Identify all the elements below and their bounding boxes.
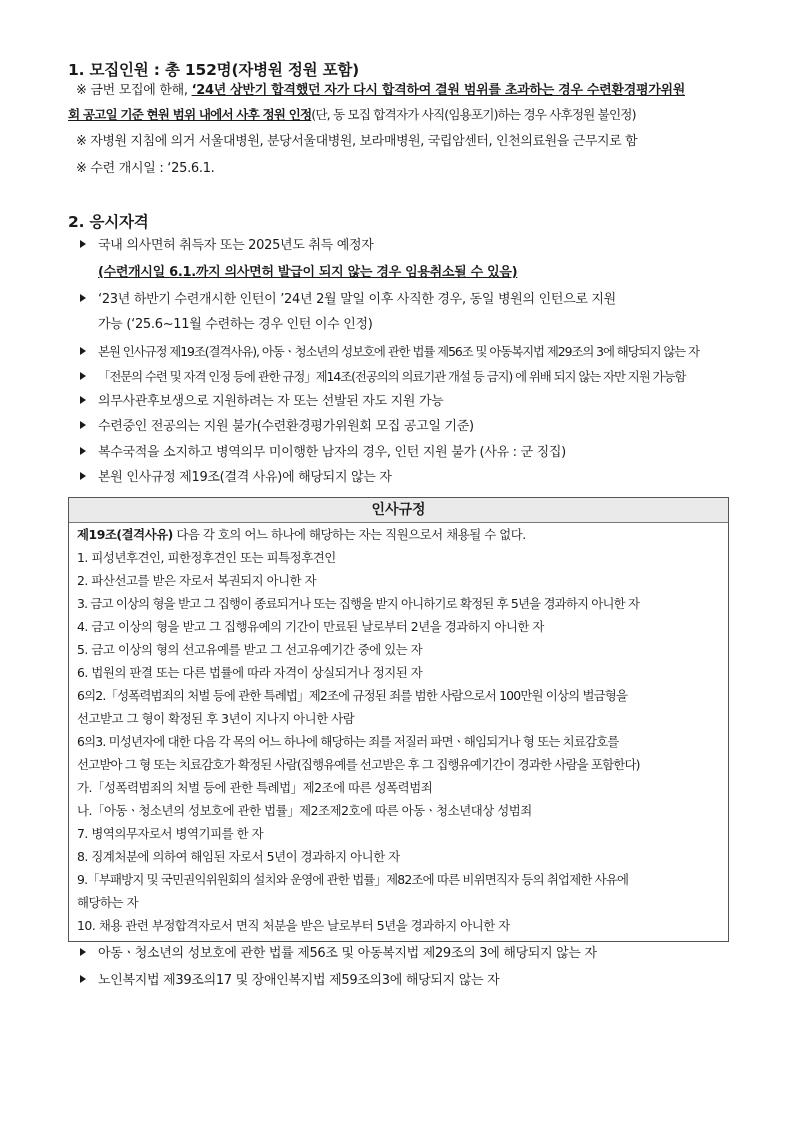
regulation-clause: 6의2.「성폭력범죄의 처벌 등에 관한 특례법」제2조에 규정된 죄를 범한 사람으로서 100만원 이상의 벌금형을 [77, 688, 628, 703]
regulation-clause: 4. 금고 이상의 형을 받고 그 집행유예의 기간이 만료된 날로부터 2년을 경과하지 아니한 자 [77, 619, 544, 634]
bullet-icon [80, 948, 86, 956]
bullet-icon [80, 294, 86, 302]
article-label: 제19조(결격사유) [77, 527, 173, 542]
bullet-icon [80, 421, 86, 429]
regulation-clause: 가.「성폭력범죄의 처벌 등에 관한 특례법」제2조에 따른 성폭력범죄 [77, 780, 433, 795]
section-2-title: 2. 응시자격 [68, 213, 149, 231]
qualification-item-2: ‘23년 하반기 수련개시한 인턴이 ’24년 2월 말일 이후 사직한 경우, 동일 병원의 인턴으로 지원 [80, 290, 616, 310]
regulation-article [77, 526, 526, 544]
qualification-item-9: 아동ㆍ청소년의 성보호에 관한 법률 제56조 및 아동복지법 제29조의 3에 해당되지 않는 자 [80, 944, 597, 964]
recruit-note-2: ※ 자병원 지침에 의거 서울대병원, 분당서울대병원, 보라매병원, 국립암센터, 인천의료원을 근무지로 함 [76, 134, 638, 149]
regulation-clause: 해당하는 자 [77, 895, 139, 910]
regulation-clause: 6의3. 미성년자에 대한 다음 각 목의 어느 하나에 해당하는 죄를 저질러 파면ㆍ해임되거나 형 또는 치료감호를 [77, 734, 619, 749]
qualification-item-5: 의무사관후보생으로 지원하려는 자 또는 선발된 자도 지원 가능 [80, 392, 444, 412]
regulation-clause: 5. 금고 이상의 형의 선고유예를 받고 그 선고유예기간 중에 있는 자 [77, 642, 423, 657]
regulation-clause: 선고받고 그 형이 확정된 후 3년이 지나지 아니한 사람 [77, 711, 355, 726]
qualification-item-10: 노인복지법 제39조의17 및 장애인복지법 제59조의3에 해당되지 않는 자 [80, 971, 499, 991]
qualification-item-1-note: (수련개시일 6.1.까지 의사면허 발급이 되지 않는 경우 임용취소될 수 있음) [98, 265, 518, 280]
note-1-suffix: (단, 동 모집 합격자가 사직(임용포기)하는 경우 사후정원 불인정) [311, 107, 636, 122]
recruit-note-3: ※ 수련 개시일 : ‘25.6.1. [76, 161, 215, 176]
regulation-clause: 3. 금고 이상의 형을 받고 그 집행이 종료되거나 또는 집행을 받지 아니하기로 확정된 후 5년을 경과하지 아니한 자 [77, 596, 640, 611]
qualification-item-7: 복수국적을 소지하고 병역의무 미이행한 남자의 경우, 인턴 지원 불가 (사유 : 군 징집) [80, 443, 566, 463]
regulation-clause: 6. 법원의 판결 또는 다른 법률에 따라 자격이 상실되거나 정지된 자 [77, 665, 423, 680]
regulation-clause: 10. 채용 관련 부정합격자로서 면직 처분을 받은 날로부터 5년을 경과하지 아니한 자 [77, 918, 510, 933]
regulation-clause: 2. 파산선고를 받은 자로서 복권되지 아니한 자 [77, 573, 317, 588]
note-1-prefix: ※ 금번 모집에 한해, [76, 83, 192, 98]
bullet-icon [80, 372, 86, 380]
regulation-clause: 9.「부패방지 및 국민권익위원회의 설치와 운영에 관한 법률」제82조에 따른 비위면직자 등의 취업제한 사유에 [77, 872, 629, 887]
article-text: 다음 각 호의 어느 하나에 해당하는 자는 직원으로서 채용될 수 없다. [172, 527, 526, 542]
regulation-clause: 나.「아동ㆍ청소년의 성보호에 관한 법률」제2조제2호에 따른 아동ㆍ청소년대상 성범죄 [77, 803, 532, 818]
bullet-icon [80, 447, 86, 455]
section-1-title: 1. 모집인원 : 총 152명(자병원 정원 포함) [68, 61, 360, 79]
qualification-item-3: 본원 인사규정 제19조(결격사유), 아동ㆍ청소년의 성보호에 관한 법률 제56조 및 아동복지법 제29조의 3에 해당되지 않는 자 [80, 342, 699, 362]
qualification-item-2-cont: 가능 (‘25.6~11월 수련하는 경우 인턴 이수 인정) [98, 317, 373, 332]
qualification-item-1: 국내 의사면허 취득자 또는 2025년도 취득 예정자 [80, 236, 374, 256]
regulation-clause: 8. 징계처분에 의하여 해임된 자로서 5년이 경과하지 아니한 자 [77, 849, 400, 864]
bullet-icon [80, 347, 86, 355]
bullet-icon [80, 975, 86, 983]
qualification-item-8: 본원 인사규정 제19조(결격 사유)에 해당되지 않는 자 [80, 468, 392, 488]
recruit-note-1-cont [68, 105, 636, 125]
note-1-highlight-a: ‘24년 상반기 합격했던 자가 다시 합격하여 결원 범위를 초과하는 경우 수련환경평가위원 [191, 83, 685, 98]
regulation-clause: 선고받아 그 형 또는 치료감호가 확정된 사람(집행유예를 선고받은 후 그 집행유예기간이 경과한 사람을 포함한다) [77, 757, 640, 772]
note-1-highlight-b: 회 공고일 기준 현원 범위 내에서 사후 정원 인정 [68, 107, 312, 122]
bullet-icon [80, 472, 86, 480]
regulation-clause: 7. 병역의무자로서 병역기피를 한 자 [77, 826, 264, 841]
regulation-box [68, 497, 729, 942]
regulation-heading: 인사규정 [69, 498, 728, 523]
qualification-item-4: 「전문의 수련 및 자격 인정 등에 관한 규정」제14조(전공의의 의료기관 개설 등 금지) 에 위배 되지 않는 자만 지원 가능함 [80, 367, 685, 387]
bullet-icon [80, 240, 86, 248]
recruit-note-1 [76, 81, 685, 101]
bullet-icon [80, 396, 86, 404]
qualification-item-6: 수련중인 전공의는 지원 불가(수련환경평가위원회 모집 공고일 기준) [80, 417, 474, 437]
regulation-clause: 1. 피성년후견인, 피한정후견인 또는 피특정후견인 [77, 550, 336, 565]
